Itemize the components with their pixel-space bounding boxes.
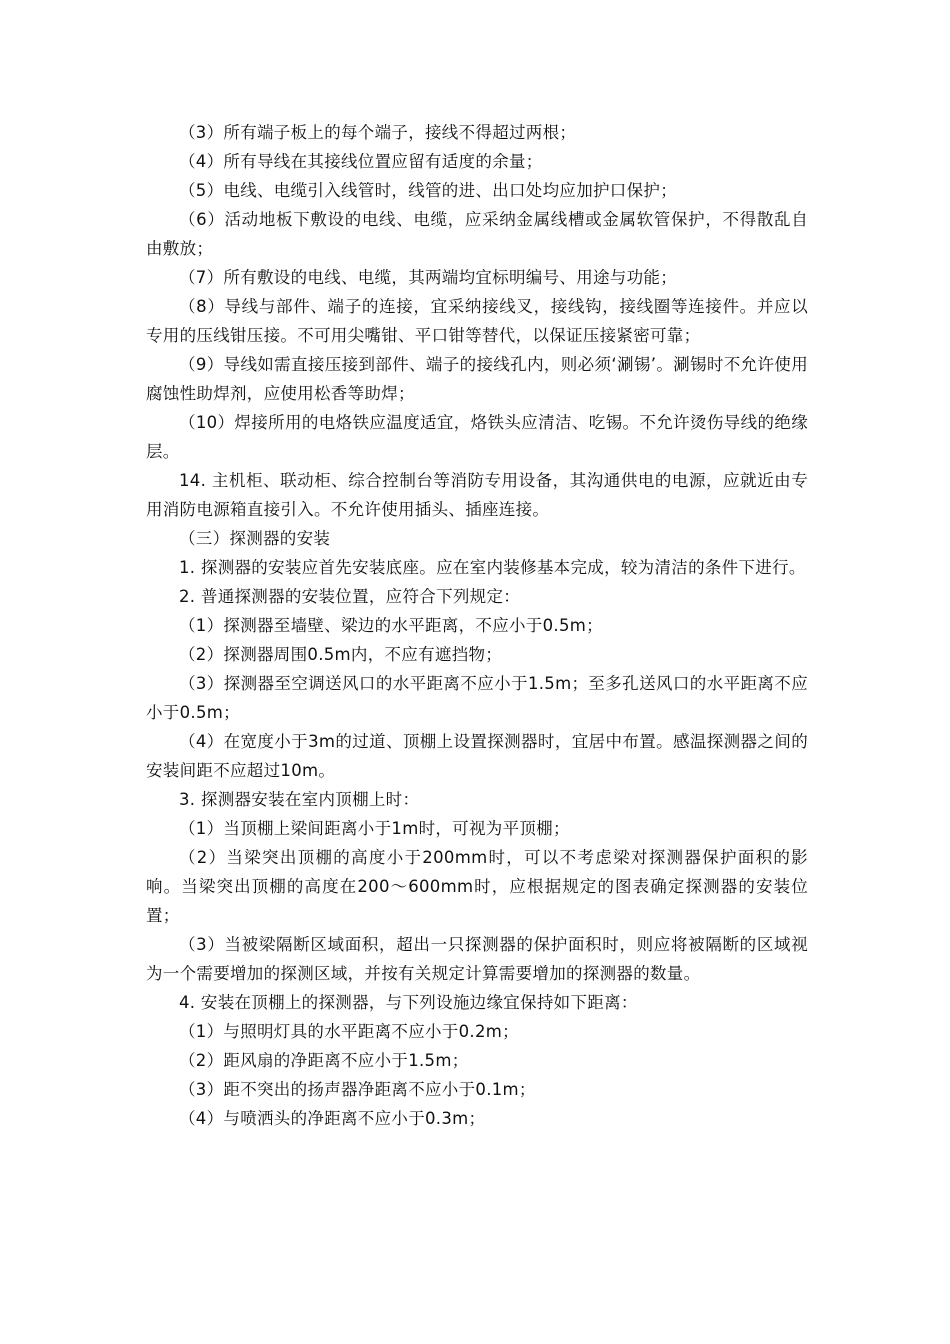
paragraph: 14. 主机柜、联动柜、综合控制台等消防专用设备，其沟通供电的电源，应就近由专用消防电源箱直接引入。不允许使用插头、插座连接。 — [146, 471, 808, 519]
paragraph: （3）当被梁隔断区域面积，超出一只探测器的保护面积时，则应将被隔断的区域视为一个需要增加的探测区域，并按有关规定计算需要增加的探测器的数量。 — [146, 935, 808, 983]
paragraph: 1. 探测器的安装应首先安装底座。应在室内装修基本完成，较为清洁的条件下进行。 — [179, 558, 806, 577]
paragraph: 3. 探测器安装在室内顶棚上时： — [179, 790, 420, 809]
paragraph: （5）电线、电缆引入线管时，线管的进、出口处均应加护口保护； — [179, 181, 677, 200]
paragraph: （2）当梁突出顶棚的高度小于200mm时，可以不考虑梁对探测器保护面积的影响。当梁突出顶棚的高度在200～600mm时，应根据规定的图表确定探测器的安装位置； — [146, 848, 808, 925]
paragraph: 2. 普通探测器的安装位置，应符合下列规定： — [179, 587, 521, 606]
paragraph: （4）与喷洒头的净距离不应小于0.3m； — [179, 1109, 486, 1128]
paragraph: （3）探测器至空调送风口的水平距离不应小于1.5m；至多孔送风口的水平距离不应小于0.5m； — [146, 674, 808, 722]
paragraph: （1）探测器至墙壁、梁边的水平距离，不应小于0.5m； — [179, 616, 603, 635]
paragraph: （3）距不突出的扬声器净距离不应小于0.1m； — [179, 1080, 536, 1099]
paragraph: （4）所有导线在其接线位置应留有适度的余量； — [179, 152, 543, 171]
paragraph: （6）活动地板下敷设的电线、电缆，应采纳金属线槽或金属软管保护，不得散乱自由敷放； — [146, 210, 808, 258]
paragraph: （4）在宽度小于3m的过道、顶棚上设置探测器时，宜居中布置。感温探测器之间的安装间距不应超过10m。 — [146, 732, 808, 780]
paragraph: （1）与照明灯具的水平距离不应小于0.2m； — [179, 1022, 519, 1041]
paragraph: （2）距风扇的净距离不应小于1.5m； — [179, 1051, 469, 1070]
paragraph: （10）焊接所用的电烙铁应温度适宜，烙铁头应清洁、吃锡。不允许烫伤导线的绝缘层。 — [146, 413, 808, 461]
paragraph: （8）导线与部件、端子的连接，宜采纳接线叉，接线钩，接线圈等连接件。并应以专用的压线钳压接。不可用尖嘴钳、平口钳等替代，以保证压接紧密可靠； — [146, 297, 808, 345]
paragraph: 4. 安装在顶棚上的探测器，与下列设施边缘宜保持如下距离： — [179, 993, 638, 1012]
paragraph: （3）所有端子板上的每个端子，接线不得超过两根； — [179, 123, 577, 142]
document-body — [146, 118, 808, 1133]
section-heading: （三）探测器的安装 — [179, 529, 331, 548]
paragraph: （7）所有敷设的电线、电缆，其两端均宜标明编号、用途与功能； — [179, 268, 677, 287]
paragraph: （2）探测器周围0.5m内，不应有遮挡物； — [179, 645, 503, 664]
paragraph: （9）导线如需直接压接到部件、端子的接线孔内，则必须‘涮锡’。涮锡时不允许使用腐蚀性助焊剂，应使用松香等助焊； — [146, 355, 808, 403]
paragraph: （1）当顶棚上梁间距离小于1m时，可视为平顶棚； — [179, 819, 570, 838]
